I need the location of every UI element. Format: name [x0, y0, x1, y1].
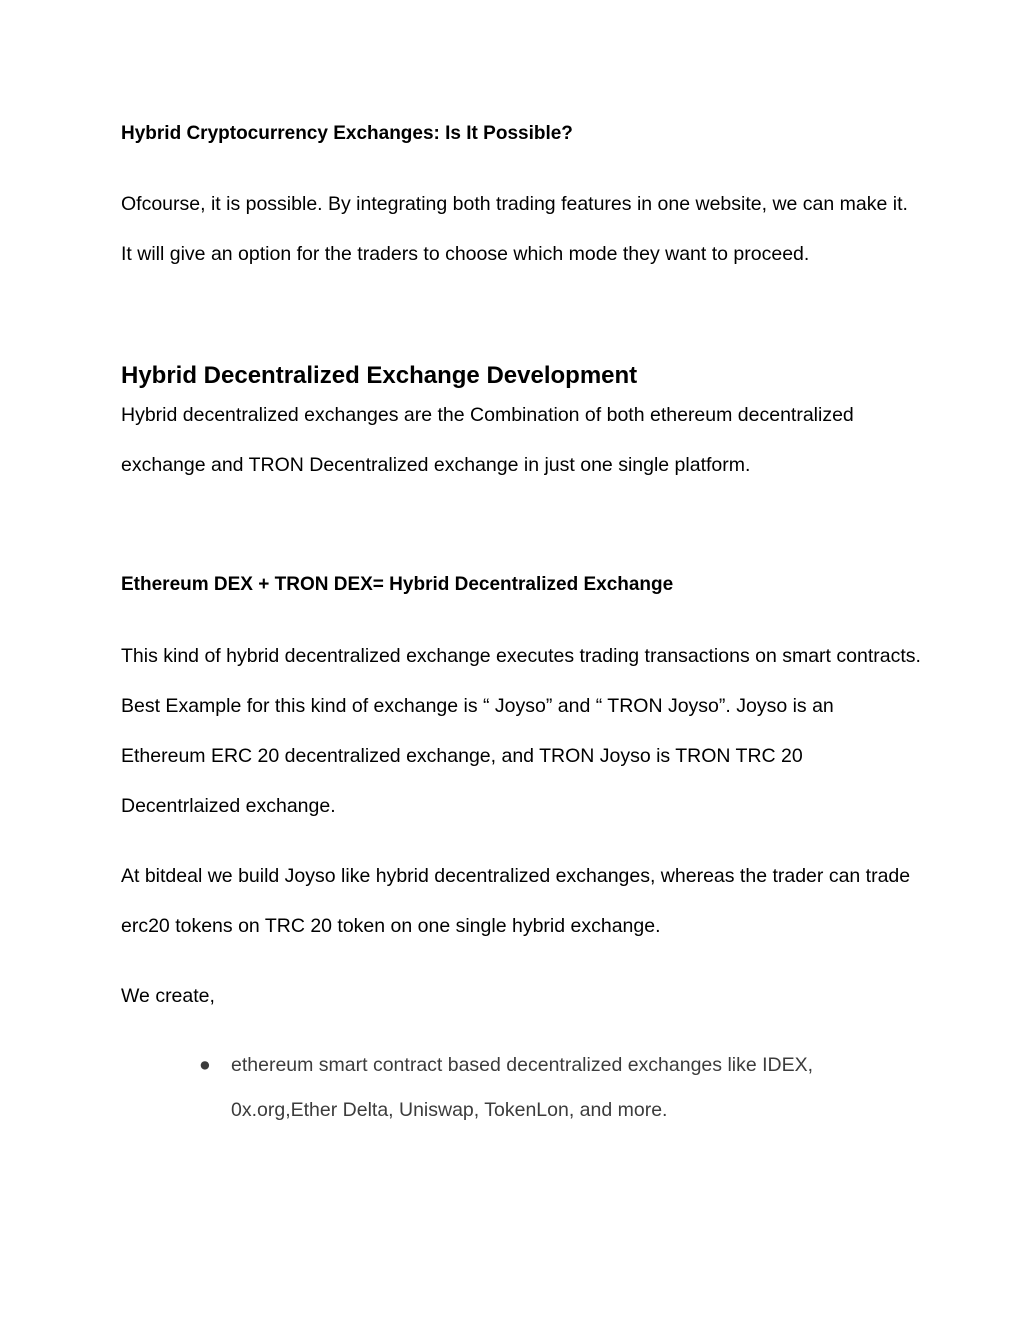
paragraph-joyso-example: This kind of hybrid decentralized exchange executes trading transactions on smart contracts. Best Example for this kind of exchange is “ Joyso” and “ TRON Joyso”. Joyso is an Ethereum ERC 20 decentralized exchange, and TRON Joyso is TRON TRC 20 Decentrlaized exchange. — [121, 645, 921, 817]
section-heading-hybrid-possible: Hybrid Cryptocurrency Exchanges: Is It Possible? — [121, 123, 573, 144]
section-heading-dex-equation: Ethereum DEX + TRON DEX= Hybrid Decentralized Exchange — [121, 574, 674, 595]
bullet-icon: ● — [199, 1054, 211, 1076]
paragraph-we-create: We create, — [121, 985, 215, 1007]
heading-hybrid-dex-development: Hybrid Decentralized Exchange Development — [121, 362, 638, 389]
list-item-text: ethereum smart contract based decentralized exchanges like IDEX, 0x.org,Ether Delta, Uniswap, TokenLon, and more. — [231, 1054, 814, 1121]
paragraph-bitdeal: At bitdeal we build Joyso like hybrid decentralized exchanges, whereas the trader can trade erc20 tokens on TRC 20 token on one single hybrid exchange. — [121, 865, 911, 937]
paragraph-hybrid-dex-definition: Hybrid decentralized exchanges are the Combination of both ethereum decentralized exchange and TRON Decentralized exchange in just one single platform. — [121, 404, 854, 476]
paragraph-possible: Ofcourse, it is possible. By integrating both trading features in one website, we can make it. It will give an option for the traders to choose which mode they want to proceed. — [121, 193, 908, 265]
